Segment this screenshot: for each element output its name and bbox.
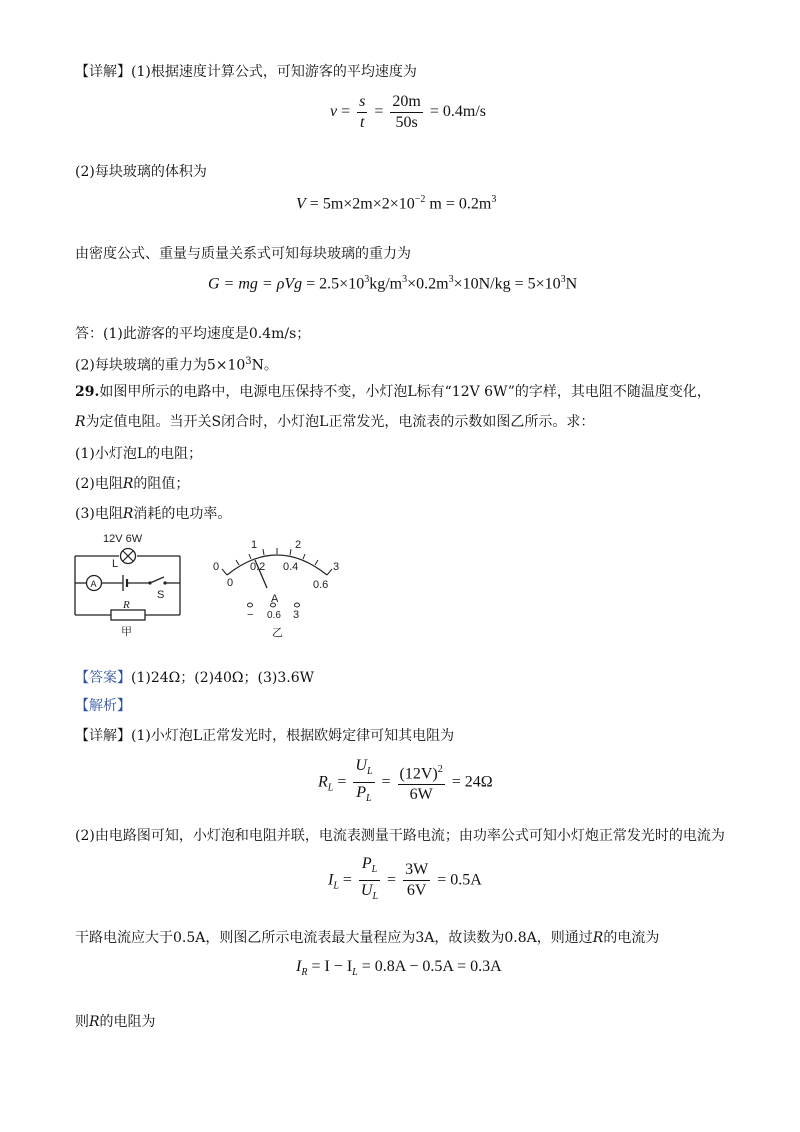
eq-lhs: I: [296, 958, 302, 975]
question-29-line-2: [75, 412, 594, 432]
answer-line-1: 答：(1)此游客的平均速度是0.4m/s；: [75, 326, 311, 342]
detail-tag: 【详解】: [75, 64, 131, 80]
lamp-rating: 12V 6W: [103, 533, 143, 545]
dial-unit-label: A: [271, 593, 279, 605]
var-r: R: [122, 506, 134, 522]
var-r: R: [592, 930, 604, 946]
detail-text: 则: [75, 1014, 89, 1030]
sub-question-2: [75, 474, 189, 494]
eq-lhs: V: [296, 195, 306, 213]
eq-sub: L: [366, 793, 372, 805]
eq-sub: L: [372, 891, 379, 903]
fraction-u-p: [353, 756, 374, 809]
fraction-values: [398, 760, 445, 805]
detail-paragraph-2: [75, 726, 454, 746]
lamp-icon: [121, 549, 136, 564]
eq-exp: 2: [437, 764, 443, 776]
var-r: R: [75, 414, 86, 430]
detail-text: (1)根据速度计算公式，可知游客的平均速度为: [131, 64, 417, 80]
eq-sign: =: [342, 871, 352, 889]
paragraph-volume: (2)每块玻璃的体积为: [75, 164, 207, 180]
resistor-icon: [111, 610, 145, 620]
eq-exp: −2: [414, 194, 426, 205]
top-tick-0: 0: [213, 561, 220, 573]
question-number: 29.: [75, 384, 100, 400]
detail-text: (1)小灯泡L正常发光时，根据欧姆定律可知其电阻为: [131, 728, 455, 744]
question-text: 如图甲所示的电路中，电源电压保持不变，小灯泡L标有“12V 6W”的字样，其电阻不随温度变化，: [99, 384, 711, 400]
terminal-negative: −: [247, 609, 254, 621]
eq-sub: R: [301, 967, 308, 979]
terminal-0-6: 0.6: [267, 610, 281, 621]
switch-label: S: [157, 589, 165, 601]
sq-text: 的阻值；: [133, 476, 190, 492]
battery-icon: [123, 575, 127, 591]
eq-part: ×0.2m: [407, 275, 449, 293]
eq-sub: L: [371, 864, 378, 876]
eq-part: = 2.5×10: [302, 275, 365, 293]
resistor-label: R: [123, 599, 130, 611]
bottom-tick-0: 0: [227, 577, 234, 589]
fraction-s-t: [357, 92, 367, 133]
numerator: 3W: [403, 860, 430, 881]
eq-result: = 0.5A: [437, 871, 482, 889]
top-tick-2: 2: [295, 539, 302, 551]
detail-tag: 【详解】: [75, 728, 131, 744]
eq-exp: 3: [560, 274, 566, 285]
eq-part: = I − I: [307, 958, 353, 975]
answer-text: (1)24Ω；(2)40Ω；(3)3.6W: [131, 670, 314, 686]
eq-sub: L: [327, 782, 334, 794]
detail-text: 的电阻为: [99, 1014, 156, 1030]
numerator: [353, 756, 374, 783]
detail-paragraph-3: (2)由电路图可知，小灯泡和电阻并联，电流表测量干路电流；由功率公式可知小灯炮正常发光时的电流为: [75, 828, 725, 844]
answer-part: (2)每块玻璃的重力为5×10: [75, 357, 246, 374]
eq-lhs: v: [330, 103, 338, 121]
question-text: 为定值电阻。当开关S闭合时，小灯泡L正常发光，电流表的示数如图乙所示。求：: [85, 414, 595, 430]
eq-sign: =: [341, 103, 351, 121]
numerator: [398, 760, 445, 785]
numerator: s: [357, 92, 367, 113]
figure-caption-yi: 乙: [272, 627, 283, 639]
analysis-tag: 【解析】: [75, 698, 131, 714]
denominator: 6W: [409, 786, 433, 804]
eq-sub: L: [366, 766, 373, 778]
dial-scale: [222, 548, 332, 575]
sq-text: 消耗的电功率。: [133, 506, 232, 522]
denominator: [353, 783, 374, 809]
terminal-3: 3: [293, 609, 300, 621]
eq-lhs: G = mg = ρVg: [208, 275, 303, 293]
circuit-diagram: [65, 530, 190, 640]
eq-lhs: I: [328, 871, 334, 889]
equation-weight: [208, 274, 577, 293]
eq-lhs: R: [318, 773, 328, 791]
var-r: R: [89, 1014, 100, 1030]
eq-part: = 0.8A − 0.5A = 0.3A: [357, 958, 502, 975]
top-tick-3: 3: [333, 561, 340, 573]
var-r: R: [122, 476, 134, 492]
bottom-tick-0-2: 0.2: [250, 561, 266, 573]
eq-result: = 24Ω: [451, 773, 493, 791]
answer-line-2: [75, 352, 278, 376]
var-p: P: [356, 784, 367, 802]
paragraph-density: 由密度公式、重量与质量关系式可知每块玻璃的重力为: [75, 246, 411, 262]
equation-current-r: [296, 958, 502, 978]
fraction-values: [403, 860, 430, 901]
figure-caption-jia: 甲: [121, 626, 132, 638]
detail-text: 的电流为: [603, 930, 660, 946]
eq-part: m = 0.2m: [425, 195, 492, 213]
top-tick-1: 1: [251, 539, 258, 551]
fraction-p-u: [359, 854, 380, 907]
eq-part: N: [565, 275, 578, 293]
lamp-label: L: [112, 558, 119, 570]
fraction-values: [390, 92, 422, 133]
bottom-tick-0-4: 0.4: [283, 561, 299, 573]
answer-part: N。: [251, 357, 278, 374]
denominator: 50s: [395, 114, 418, 131]
answer-line: [75, 668, 314, 688]
eq-exp: 3: [491, 194, 497, 205]
equation-current-l: $I_L$ = $\frac{P_L}{U_L}$ = $\frac{3W}{6V}$ = 0.5A: [328, 854, 482, 907]
var-u: U: [360, 882, 373, 900]
eq-part: ×10N/kg = 5×10: [453, 275, 561, 293]
ammeter-label: A: [90, 579, 97, 589]
detail-paragraph-4: [75, 928, 659, 948]
eq-sub: L: [352, 967, 358, 979]
eq-exp: 3: [402, 274, 408, 285]
eq-exp: 3: [364, 274, 370, 285]
equation-resistance-l: $R_L$ = $\frac{U_L}{P_L}$ = $\frac{(12V)^2}{6W}$ = 24Ω: [318, 756, 493, 809]
denominator: [359, 881, 380, 907]
eq-exp: 3: [448, 274, 454, 285]
eq-result: 0.4m/s: [442, 103, 487, 121]
answer-tag: 【答案】: [75, 670, 131, 686]
ammeter-dial: [205, 530, 350, 645]
answer-exp: 3: [245, 356, 252, 367]
equation-volume: $V = 5m\times 2m\times 2\times 10^{-2}$ $m = 0.2m^3$: [296, 194, 497, 213]
numerator: [359, 854, 380, 881]
var-p: P: [361, 855, 372, 872]
denominator: t: [360, 114, 365, 131]
sq-text: (2)电阻: [75, 476, 123, 492]
numerator: 20m: [390, 92, 422, 113]
eq-sub: L: [333, 880, 339, 892]
eq-sign: =: [337, 773, 347, 791]
eq-part: (12V): [399, 765, 438, 783]
question-29-line-1: [75, 382, 711, 402]
eq-part: kg/m: [369, 275, 403, 293]
equation-velocity: v = $\frac{s}{t}$ = $\frac{20m}{50s}$ = 0.4m/s: [330, 93, 487, 131]
var-u: U: [355, 757, 367, 774]
detail-text: 干路电流应大于0.5A，则图乙所示电流表最大量程应为3A，故读数为0.8A，则通过: [75, 930, 593, 946]
switch-icon: [148, 581, 151, 584]
sub-question-3: [75, 504, 231, 524]
detail-paragraph-5: [75, 1012, 156, 1032]
eq-part: 5m×2m×2×10: [322, 195, 415, 213]
detail-paragraph-1: [75, 62, 417, 82]
sub-question-1: (1)小灯泡L的电阻；: [75, 446, 203, 462]
sq-text: (3)电阻: [75, 506, 123, 522]
bottom-tick-0-6: 0.6: [313, 579, 329, 591]
denominator: 6V: [406, 882, 427, 900]
